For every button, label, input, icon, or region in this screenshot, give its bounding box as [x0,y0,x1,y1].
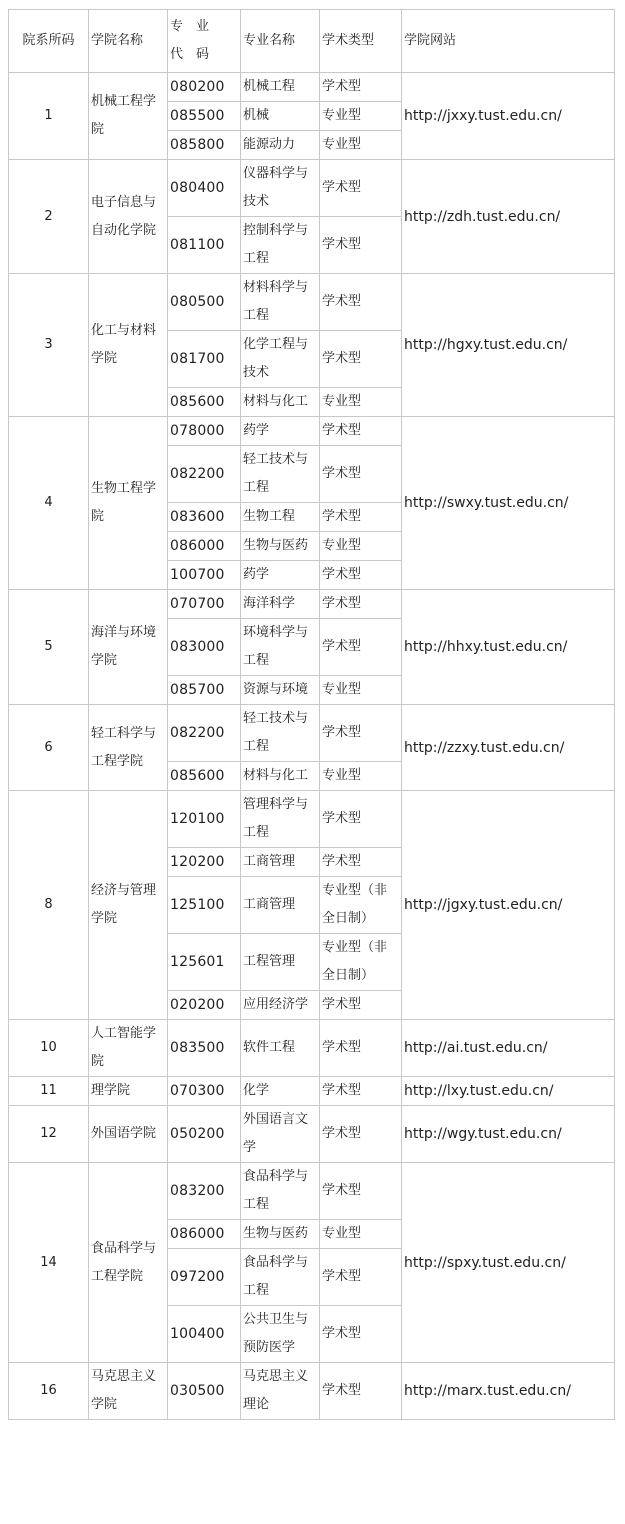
header-row [9,10,615,73]
program-table [8,9,615,1420]
academic-type-cell: 专业型 [320,762,402,791]
academic-type-cell: 学术型 [320,417,402,446]
college-name-cell: 海洋与环境学院 [89,590,168,705]
academic-type-cell: 学术型 [320,1163,402,1220]
college-name-cell: 电子信息与自动化学院 [89,160,168,274]
major-code-cell: 083000 [168,619,241,676]
table-row [9,73,615,102]
program-table-body [9,10,615,1420]
college-website-link[interactable]: http://spxy.tust.edu.cn/ [402,1163,615,1363]
header-major-code-line1: 专 业 [170,19,210,34]
major-name-cell: 外国语言文学 [241,1106,320,1163]
dept-code-cell: 8 [9,791,89,1020]
academic-type-cell: 学术型 [320,73,402,102]
major-name-cell: 工商管理 [241,848,320,877]
table-row [9,705,615,762]
major-name-cell: 软件工程 [241,1020,320,1077]
academic-type-cell: 专业型（非全日制） [320,877,402,934]
academic-type-cell: 学术型 [320,274,402,331]
college-website-link[interactable]: http://zzxy.tust.edu.cn/ [402,705,615,791]
college-website-link[interactable]: http://hhxy.tust.edu.cn/ [402,590,615,705]
dept-code-cell: 14 [9,1163,89,1363]
academic-type-cell: 学术型 [320,331,402,388]
academic-type-cell: 学术型 [320,705,402,762]
major-name-cell: 材料与化工 [241,388,320,417]
academic-type-cell: 学术型 [320,991,402,1020]
major-code-cell: 097200 [168,1249,241,1306]
dept-code-cell: 1 [9,73,89,160]
header-dept-code: 院系所码 [9,10,89,73]
major-code-cell: 120200 [168,848,241,877]
college-website-link[interactable]: http://marx.tust.edu.cn/ [402,1363,615,1420]
college-website-link[interactable]: http://jgxy.tust.edu.cn/ [402,791,615,1020]
academic-type-cell: 学术型 [320,1020,402,1077]
major-name-cell: 材料科学与工程 [241,274,320,331]
major-name-cell: 资源与环境 [241,676,320,705]
header-major-code-line2: 代 码 [170,47,210,62]
major-code-cell: 082200 [168,705,241,762]
table-row [9,1077,615,1106]
academic-type-cell: 专业型 [320,532,402,561]
academic-type-cell: 学术型 [320,791,402,848]
table-row [9,1106,615,1163]
dept-code-cell: 5 [9,590,89,705]
college-name-cell: 生物工程学院 [89,417,168,590]
major-name-cell: 能源动力 [241,131,320,160]
college-name-cell: 外国语学院 [89,1106,168,1163]
header-type: 学术类型 [320,10,402,73]
academic-type-cell: 学术型 [320,848,402,877]
academic-type-cell: 学术型 [320,1306,402,1363]
major-code-cell: 125601 [168,934,241,991]
academic-type-cell: 专业型 [320,388,402,417]
header-website: 学院网站 [402,10,615,73]
major-name-cell: 材料与化工 [241,762,320,791]
academic-type-cell: 学术型 [320,619,402,676]
dept-code-cell: 4 [9,417,89,590]
major-code-cell: 085500 [168,102,241,131]
major-code-cell: 070700 [168,590,241,619]
college-name-cell: 人工智能学院 [89,1020,168,1077]
college-name-cell: 经济与管理学院 [89,791,168,1020]
major-code-cell: 070300 [168,1077,241,1106]
academic-type-cell: 专业型（非全日制） [320,934,402,991]
dept-code-cell: 16 [9,1363,89,1420]
header-college: 学院名称 [89,10,168,73]
dept-code-cell: 10 [9,1020,89,1077]
major-code-cell: 080400 [168,160,241,217]
major-code-cell: 083500 [168,1020,241,1077]
dept-code-cell: 11 [9,1077,89,1106]
major-name-cell: 生物工程 [241,503,320,532]
college-website-link[interactable]: http://zdh.tust.edu.cn/ [402,160,615,274]
academic-type-cell: 学术型 [320,160,402,217]
major-code-cell: 030500 [168,1363,241,1420]
major-name-cell: 机械工程 [241,73,320,102]
major-name-cell: 机械 [241,102,320,131]
college-website-link[interactable]: http://wgy.tust.edu.cn/ [402,1106,615,1163]
major-code-cell: 020200 [168,991,241,1020]
academic-type-cell: 专业型 [320,102,402,131]
major-name-cell: 控制科学与工程 [241,217,320,274]
major-name-cell: 工程管理 [241,934,320,991]
major-code-cell: 080500 [168,274,241,331]
major-name-cell: 食品科学与工程 [241,1249,320,1306]
major-name-cell: 应用经济学 [241,991,320,1020]
table-row [9,1163,615,1220]
dept-code-cell: 12 [9,1106,89,1163]
academic-type-cell: 学术型 [320,1077,402,1106]
major-code-cell: 120100 [168,791,241,848]
major-name-cell: 轻工技术与工程 [241,446,320,503]
table-row [9,791,615,848]
major-code-cell: 082200 [168,446,241,503]
major-name-cell: 轻工技术与工程 [241,705,320,762]
major-code-cell: 100700 [168,561,241,590]
table-row [9,160,615,217]
major-name-cell: 化学 [241,1077,320,1106]
major-name-cell: 公共卫生与预防医学 [241,1306,320,1363]
academic-type-cell: 学术型 [320,503,402,532]
major-name-cell: 马克思主义理论 [241,1363,320,1420]
dept-code-cell: 3 [9,274,89,417]
college-name-cell: 食品科学与工程学院 [89,1163,168,1363]
major-code-cell: 080200 [168,73,241,102]
academic-type-cell: 学术型 [320,561,402,590]
academic-type-cell: 学术型 [320,1106,402,1163]
major-code-cell: 085600 [168,762,241,791]
major-name-cell: 管理科学与工程 [241,791,320,848]
major-code-cell: 083600 [168,503,241,532]
major-name-cell: 工商管理 [241,877,320,934]
major-name-cell: 环境科学与工程 [241,619,320,676]
college-website-link[interactable]: http://ai.tust.edu.cn/ [402,1020,615,1077]
college-website-link[interactable]: http://hgxy.tust.edu.cn/ [402,274,615,417]
dept-code-cell: 6 [9,705,89,791]
major-code-cell: 086000 [168,532,241,561]
major-name-cell: 仪器科学与技术 [241,160,320,217]
table-row [9,417,615,446]
major-code-cell: 050200 [168,1106,241,1163]
major-name-cell: 食品科学与工程 [241,1163,320,1220]
college-name-cell: 化工与材料学院 [89,274,168,417]
dept-code-cell: 2 [9,160,89,274]
table-row [9,1020,615,1077]
college-name-cell: 轻工科学与工程学院 [89,705,168,791]
academic-type-cell: 学术型 [320,446,402,503]
academic-type-cell: 学术型 [320,1363,402,1420]
major-name-cell: 生物与医药 [241,1220,320,1249]
academic-type-cell: 专业型 [320,676,402,705]
college-website-link[interactable]: http://jxxy.tust.edu.cn/ [402,73,615,160]
header-major-name: 专业名称 [241,10,320,73]
table-row [9,590,615,619]
major-name-cell: 生物与医药 [241,532,320,561]
college-website-link[interactable]: http://lxy.tust.edu.cn/ [402,1077,615,1106]
college-name-cell: 理学院 [89,1077,168,1106]
major-code-cell: 078000 [168,417,241,446]
table-row [9,274,615,331]
college-name-cell: 机械工程学院 [89,73,168,160]
table-row [9,1363,615,1420]
academic-type-cell: 学术型 [320,590,402,619]
major-name-cell: 药学 [241,561,320,590]
academic-type-cell: 专业型 [320,131,402,160]
academic-type-cell: 学术型 [320,217,402,274]
major-code-cell: 125100 [168,877,241,934]
college-website-link[interactable]: http://swxy.tust.edu.cn/ [402,417,615,590]
major-code-cell: 100400 [168,1306,241,1363]
major-code-cell: 085700 [168,676,241,705]
major-name-cell: 药学 [241,417,320,446]
major-name-cell: 化学工程与技术 [241,331,320,388]
major-code-cell: 085800 [168,131,241,160]
major-name-cell: 海洋科学 [241,590,320,619]
academic-type-cell: 专业型 [320,1220,402,1249]
major-code-cell: 086000 [168,1220,241,1249]
major-code-cell: 083200 [168,1163,241,1220]
header-major-code [168,10,241,73]
academic-type-cell: 学术型 [320,1249,402,1306]
major-code-cell: 081100 [168,217,241,274]
major-code-cell: 081700 [168,331,241,388]
college-name-cell: 马克思主义学院 [89,1363,168,1420]
major-code-cell: 085600 [168,388,241,417]
